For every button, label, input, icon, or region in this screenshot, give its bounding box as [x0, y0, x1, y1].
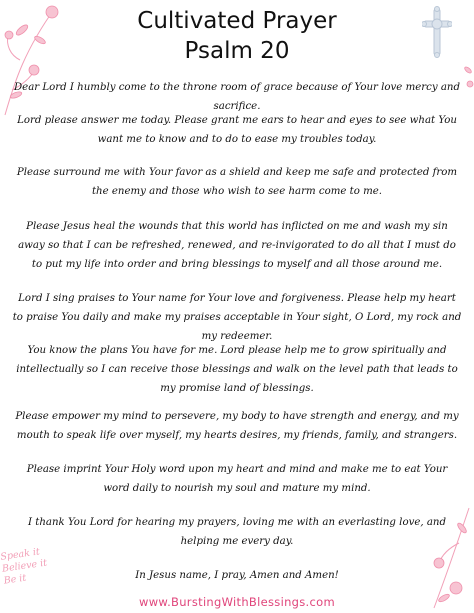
prayer-paragraph: I thank You Lord for hearing my prayers, loving me with an everlasting love, and helping me every day. [28, 517, 446, 547]
prayer-paragraph: Please empower my mind to persevere, my body to have strength and energy, and my mouth to speak life over myself, my hearts desires, my friends, family, and strangers. [15, 411, 459, 441]
prayer-closing: In Jesus name, I pray, Amen and Amen! [135, 570, 339, 581]
speak-believe-stamp: Speak it Believe it Be it [0, 546, 48, 587]
prayer-paragraph: Lord I sing praises to Your name for Your love and forgiveness. Please help my heart to praise You daily and make my praises acceptable in Your sight, O Lord, my rock and my redeemer. [12, 293, 462, 342]
prayer-paragraph: Lord please answer me today. Please grant me ears to hear and eyes to see what You want me to know and to do to ease my troubles today. [17, 115, 457, 145]
page-title: Cultivated Prayer [137, 8, 337, 34]
prayer-paragraph: Please imprint Your Holy word upon my heart and mind and make me to eat Your word daily to nourish my soul and mature my mind. [26, 464, 448, 494]
prayer-paragraph: Dear Lord I humbly come to the throne room of grace because of Your love mercy and sacrifice. [14, 82, 460, 112]
footer-website-link[interactable]: www.BurstingWithBlessings.com [139, 595, 335, 609]
prayer-paragraph: You know the plans You have for me. Lord please help me to grow spiritually and intellectually so I can receive those blessings and walk on the level path that leads to my promise land of blessings. [16, 345, 458, 394]
page-subtitle: Psalm 20 [184, 38, 290, 64]
prayer-paragraph: Please Jesus heal the wounds that this world has inflicted on me and wash my sin away so that I can be refreshed, renewed, and re-invigorated to do all that I must do to put my life into order and bring blessings to myself and all those around me. [18, 221, 456, 270]
prayer-paragraph: Please surround me with Your favor as a shield and keep me safe and protected from the enemy and those who wish to see harm come to me. [16, 167, 458, 197]
